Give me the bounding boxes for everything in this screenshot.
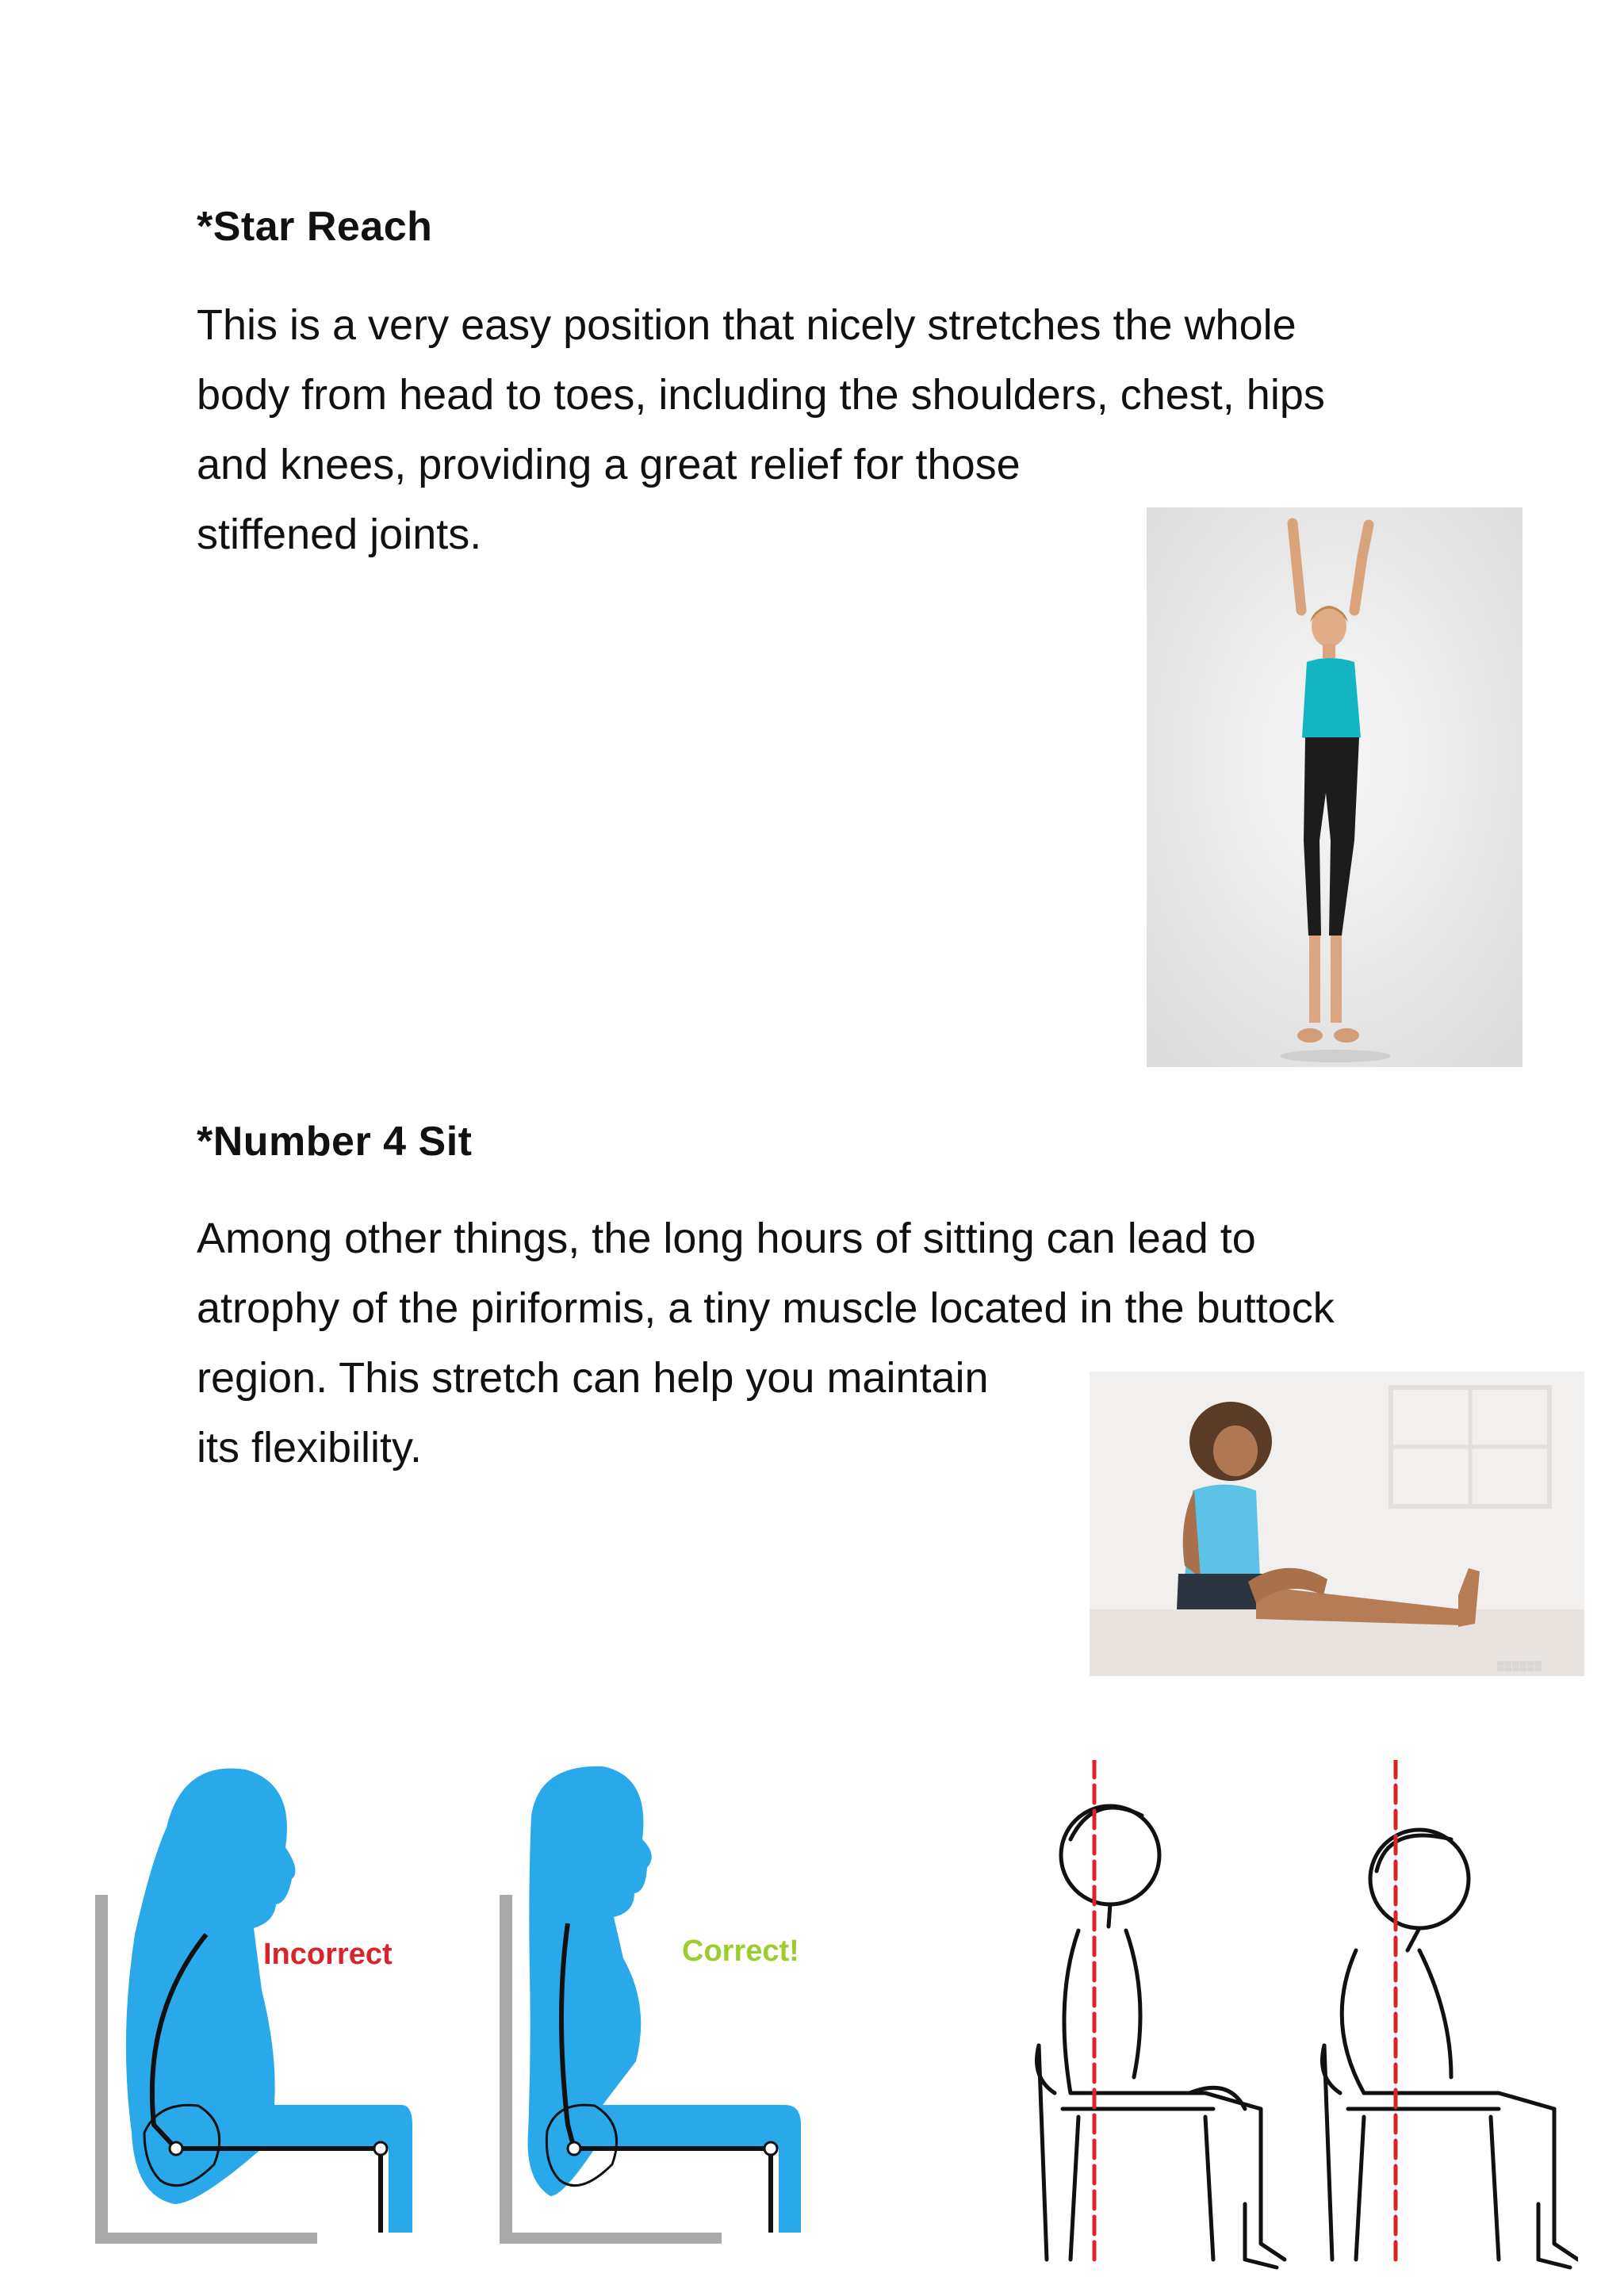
star-reach-photo [1147,507,1522,1067]
heading-star-reach: *Star Reach [197,204,433,250]
photo-watermark: ▒▒▒▒▒▒ [1497,1660,1543,1671]
posture-silhouette-diagram [87,1752,833,2244]
posture-sketch-diagram [1007,1760,1578,2283]
heading-number-4-sit: *Number 4 Sit [197,1119,473,1165]
number-4-sit-photo [1090,1372,1584,1676]
paragraph-line: This is a very easy position that nicely stretches the whole [197,301,1297,349]
paragraph-line: body from head to toes, including the shoulders, chest, hips [197,371,1325,419]
paragraph-line: its flexibility. [197,1424,423,1471]
paragraph-line: and knees, providing a great relief for those [197,441,1021,488]
paragraph-line: region. This stretch can help you maintain [197,1354,989,1402]
paragraph-line: stiffened joints. [197,511,482,558]
paragraph-line: atrophy of the piriformis, a tiny muscle located in the buttock [197,1284,1335,1332]
paragraph-line: Among other things, the long hours of sitting can lead to [197,1215,1256,1262]
incorrect-posture-label: Incorrect [263,1938,393,1971]
correct-posture-label: Correct! [682,1934,799,1968]
